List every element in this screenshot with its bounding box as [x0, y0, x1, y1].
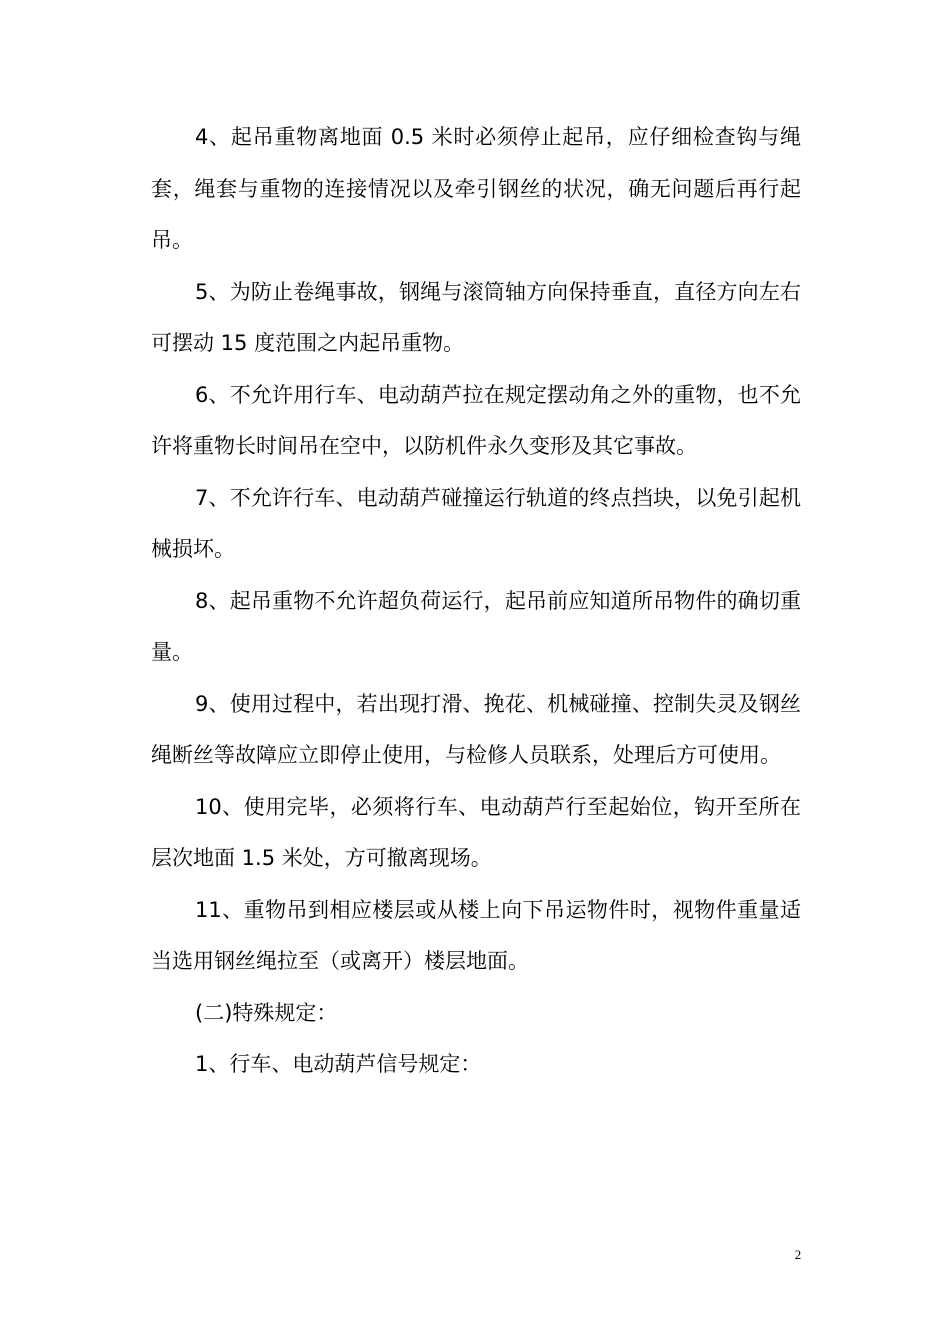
paragraph-item-10: 10、使用完毕，必须将行车、电动葫芦行至起始位，钩开至所在层次地面 1.5 米处，方可撤离现场。 [151, 794, 801, 870]
paragraph-item-6: 6、不允许用行车、电动葫芦拉在规定摆动角之外的重物，也不允许将重物长时间吊在空中，以防机件永久变形及其它事故。 [151, 382, 801, 458]
subsection-item-1: 1、行车、电动葫芦信号规定： [195, 1052, 482, 1076]
paragraph-item-7: 7、不允许行车、电动葫芦碰撞运行轨道的终点挡块，以免引起机械损坏。 [151, 485, 801, 561]
paragraph-item-8: 8、起吊重物不允许超负荷运行，起吊前应知道所吊物件的确切重量。 [151, 588, 801, 664]
paragraph-item-4: 4、起吊重物离地面 0.5 米时必须停止起吊，应仔细检查钩与绳套，绳套与重物的连接情况以及牵引钢丝的状况，确无问题后再行起吊。 [151, 125, 801, 252]
body-text [151, 112, 801, 1091]
paragraph-item-5: 5、为防止卷绳事故，钢绳与滚筒轴方向保持垂直，直径方向左右可摆动 15 度范围之内起吊重物。 [151, 279, 801, 355]
paragraph-item-9: 9、使用过程中，若出现打滑、挽花、机械碰撞、控制失灵及钢丝绳断丝等故障应立即停止使用，与检修人员联系，处理后方可使用。 [151, 691, 801, 767]
paragraph-item-11: 11、重物吊到相应楼层或从楼上向下吊运物件时，视物件重量适当选用钢丝绳拉至（或离开）楼层地面。 [151, 897, 801, 973]
section-heading-special-rules: (二)特殊规定： [195, 1000, 338, 1025]
page-number: 2 [794, 1247, 802, 1262]
